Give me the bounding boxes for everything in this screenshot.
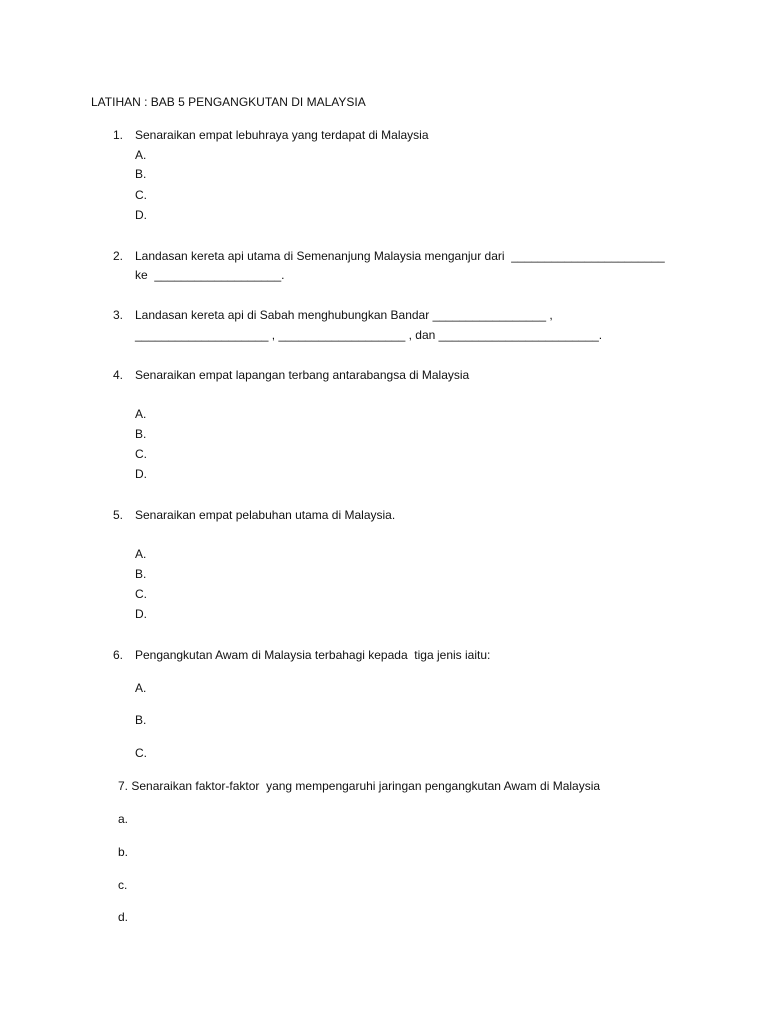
question-3-line-1: Landasan kereta api di Sabah menghubungkan Bandar _________________ , [135, 308, 553, 322]
question-5-text: Senaraikan empat pelabuhan utama di Malaysia. [135, 508, 396, 522]
answer-label: B. [135, 567, 147, 581]
question-number: 6. [113, 648, 124, 662]
answer-label: A. [135, 547, 147, 561]
answer-label: A. [135, 148, 147, 162]
answer-label: a. [118, 812, 129, 826]
answer-label: D. [135, 208, 147, 222]
answer-label: b. [118, 845, 129, 859]
answer-label: c. [118, 878, 128, 892]
question-4-text: Senaraikan empat lapangan terbang antarabangsa di Malaysia [135, 368, 470, 382]
answer-label: B. [135, 427, 147, 441]
answer-label: C. [135, 447, 147, 461]
question-6-text: Pengangkutan Awam di Malaysia terbahagi kepada tiga jenis iaitu: [135, 648, 491, 662]
question-1-text: Senaraikan empat lebuhraya yang terdapat di Malaysia [135, 128, 429, 142]
question-number: 2. [113, 249, 124, 263]
answer-label: B. [135, 167, 147, 181]
answer-label: A. [135, 681, 147, 695]
page-title: LATIHAN : BAB 5 PENGANGKUTAN DI MALAYSIA [91, 95, 366, 109]
answer-label: C. [135, 746, 147, 760]
answer-label: d. [118, 910, 129, 924]
answer-label: D. [135, 467, 147, 481]
question-number: 3. [113, 308, 124, 322]
answer-label: A. [135, 407, 147, 421]
question-number: 4. [113, 368, 124, 382]
answer-label: C. [135, 587, 147, 601]
question-3-line-2: ____________________ , ___________________ , dan ________________________. [135, 328, 603, 342]
question-7-text: 7. Senaraikan faktor-faktor yang mempengaruhi jaringan pengangkutan Awam di Malaysia [118, 779, 601, 793]
question-2-line-1: Landasan kereta api utama di Semenanjung Malaysia menganjur dari _______________________ [135, 249, 665, 263]
answer-label: B. [135, 713, 147, 727]
question-number: 1. [113, 128, 124, 142]
answer-label: D. [135, 607, 147, 621]
answer-label: C. [135, 188, 147, 202]
question-number: 5. [113, 508, 124, 522]
question-2-line-2: ke ___________________. [135, 268, 285, 282]
